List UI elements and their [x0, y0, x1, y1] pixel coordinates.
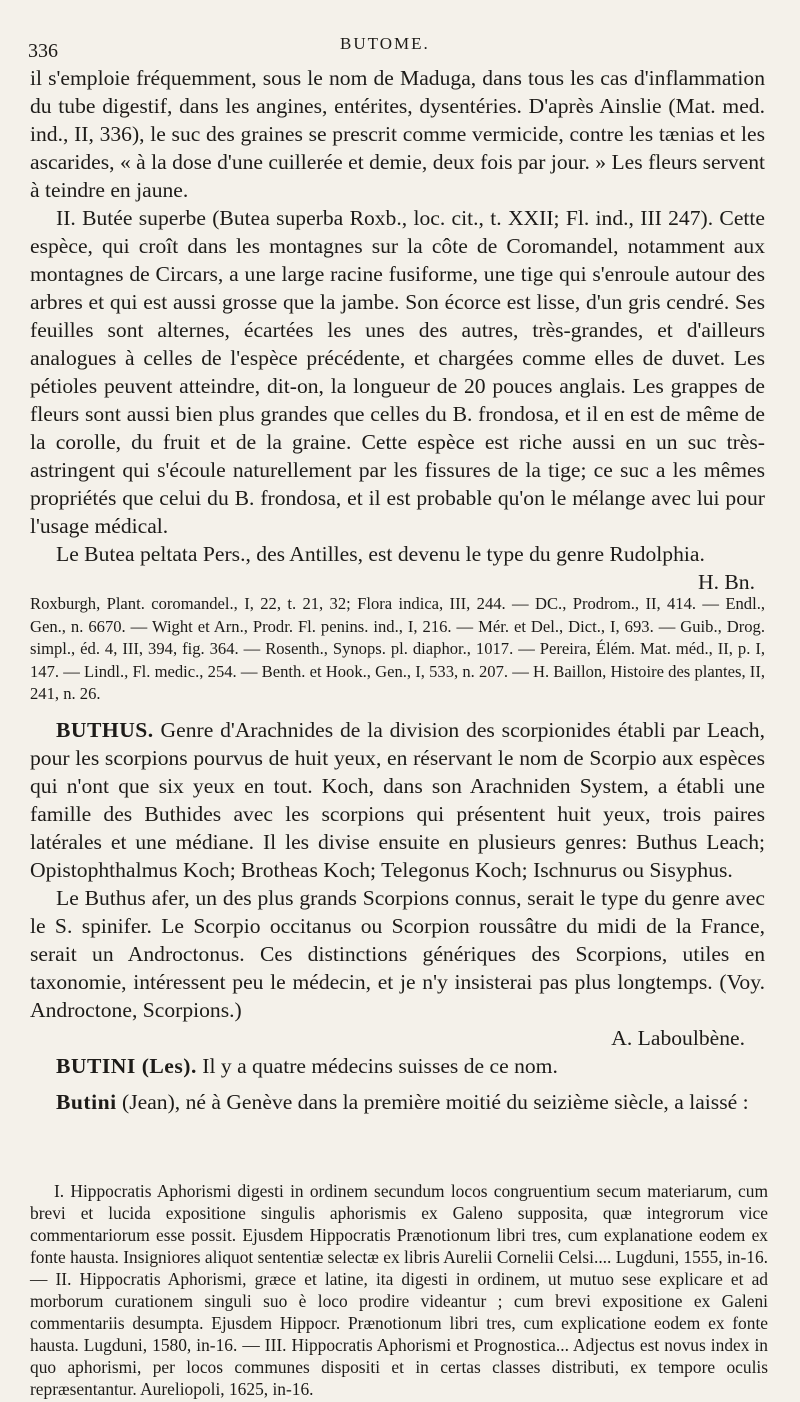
butini-entry	[30, 1052, 765, 1116]
signature-laboulbene: A. Laboulbène.	[611, 1026, 745, 1050]
buthus-entry	[30, 716, 765, 1052]
entry-head-buthus: BUTHUS.	[56, 718, 154, 742]
bibliography-block	[30, 1180, 768, 1400]
buthus-paragraph-2: Le Buthus afer, un des plus grands Scorpions connus, serait le type du genre avec le S. spinifer. Le Scorpio occitanus ou Scorpion roussâtre du midi de la France, serait un Androctonus. Ces distinctions génériques des Scorpions, utiles en taxonomie, intéressent peu le médecin, et je n'y insisterai pas plus longtemps. (Voy. Androctone, Scorpions.)	[30, 886, 765, 1022]
running-title: BUTOME.	[340, 34, 430, 53]
butini-intro: Il y a quatre médecins suisses de ce nom.	[202, 1054, 558, 1078]
references-block	[30, 593, 765, 706]
signature-hbn: H. Bn.	[698, 570, 755, 594]
entry-head-butini: BUTINI (Les).	[56, 1054, 197, 1078]
paragraph-butea-superba: II. Butée superbe (Butea superba Roxb., loc. cit., t. XXII; Fl. ind., III 247). Cette espèce, qui croît dans les montagnes sur la côte de Coromandel, notamment aux montagnes de Circars, a une large racine fusiforme, une tige qui s'enroule autour des arbres et qui est aussi grosse que la jambe. Son écorce est lisse, d'un gris cendré. Ses feuilles sont alternes, écartées les unes des autres, très-grandes, et d'ailleurs analogues à celles de l'espèce précédente, et chargées comme elles de duvet. Les pétioles peuvent atteindre, dit-on, la longueur de 20 pouces anglais. Les grappes de fleurs sont aussi bien plus grandes que celles du B. frondosa, et il en est de même de la corolle, du fruit et de la graine. Cette espèce est riche aussi en un suc très-astringent qui s'écoule naturellement par les fissures de la tige; ce suc a les mêmes propriétés que celui du B. frondosa, et il est probable qu'on le mélange avec lui pour l'usage médical.	[30, 206, 765, 538]
paragraph-butea-peltata: Le Butea peltata Pers., des Antilles, est devenu le type du genre Rudolphia.	[56, 542, 705, 566]
buthus-text: Genre d'Arachnides de la division des scorpionides établi par Leach, pour les scorpions pourvus de huit yeux, en réservant le nom de Scorpio aux espèces qui n'ont que six yeux en tout. Koch, dans son Arachniden System, a établi une famille des Buthides avec les scorpions qui présentent huit yeux, trois paires latérales et une médiane. Il les divise ensuite en plusieurs genres: Buthus Leach; Opistophthalmus Koch; Brotheas Koch; Telegonus Koch; Ischnurus ou Sisyphus.	[30, 718, 765, 882]
references-text: Roxburgh, Plant. coromandel., I, 22, t. 21, 32; Flora indica, III, 244. — DC., Prodrom., II, 414. — Endl., Gen., n. 6670. — Wight et Arn., Prodr. Fl. penins. ind., I, 216. — Mér. et Del., Dict., I, 693. — Guib., Drog. simpl., éd. 4, III, 394, fig. 364. — Rosenth., Synops. pl. diaphor., 1017. — Pereira, Élém. Mat. méd., II, p. I, 147. — Lindl., Fl. medic., 254. — Benth. et Hook., Gen., I, 533, n. 207. — H. Baillon, Histoire des plantes, II, 241, n. 26.	[30, 594, 765, 703]
page-number: 336	[28, 40, 58, 62]
butini-jean-text: (Jean), né à Genève dans la première moitié du seizième siècle, a laissé :	[122, 1090, 749, 1114]
entry-head-butini-jean: Butini	[56, 1090, 117, 1114]
paragraph-uses: il s'emploie fréquemment, sous le nom de Maduga, dans tous les cas d'inflammation du tube digestif, dans les angines, entérites, dysentéries. D'après Ainslie (Mat. med. ind., II, 336), le suc des graines se prescrit comme vermicide, contre les tænias et les ascarides, « à la dose d'une cuillerée et demie, deux fois par jour. » Les fleurs servent à teindre en jaune.	[30, 66, 765, 202]
butome-continuation	[30, 64, 765, 596]
bibliography-text: I. Hippocratis Aphorismi digesti in ordinem secundum locos congruentium secum materiarum, cum brevi et lucida expositione singulis aphorismis ex Galeno supposita, quæ integrorum vice commentariorum esse possit. Ejusdem Hippocratis Prænotionum libri tres, cum explanatione eodem ex fonte hausta. Insigniores aliquot sententiæ selectæ ex libris Aurelii Cornelii Celsi.... Lugduni, 1555, in-16. — II. Hippocratis Aphorismi, græce et latine, ita digesti in ordinem, ut mutuo sese explicare et ad morborum curationem singuli suo è loco prodire videantur ; cum brevi expositione ex Galeni commentariis desumpta. Ejusdem Hippocr. Prænotionum libri tres, cum explicatione eodem ex fonte hausta. Lugduni, 1580, in-16. — III. Hippocratis Aphorismi et Prognostica... Adjectus est novus index in quo aphorismi, per locos communes dispositi et in certas classes distributi, ex tempore oculis repræsentantur. Aureliopoli, 1625, in-16.	[30, 1181, 768, 1399]
